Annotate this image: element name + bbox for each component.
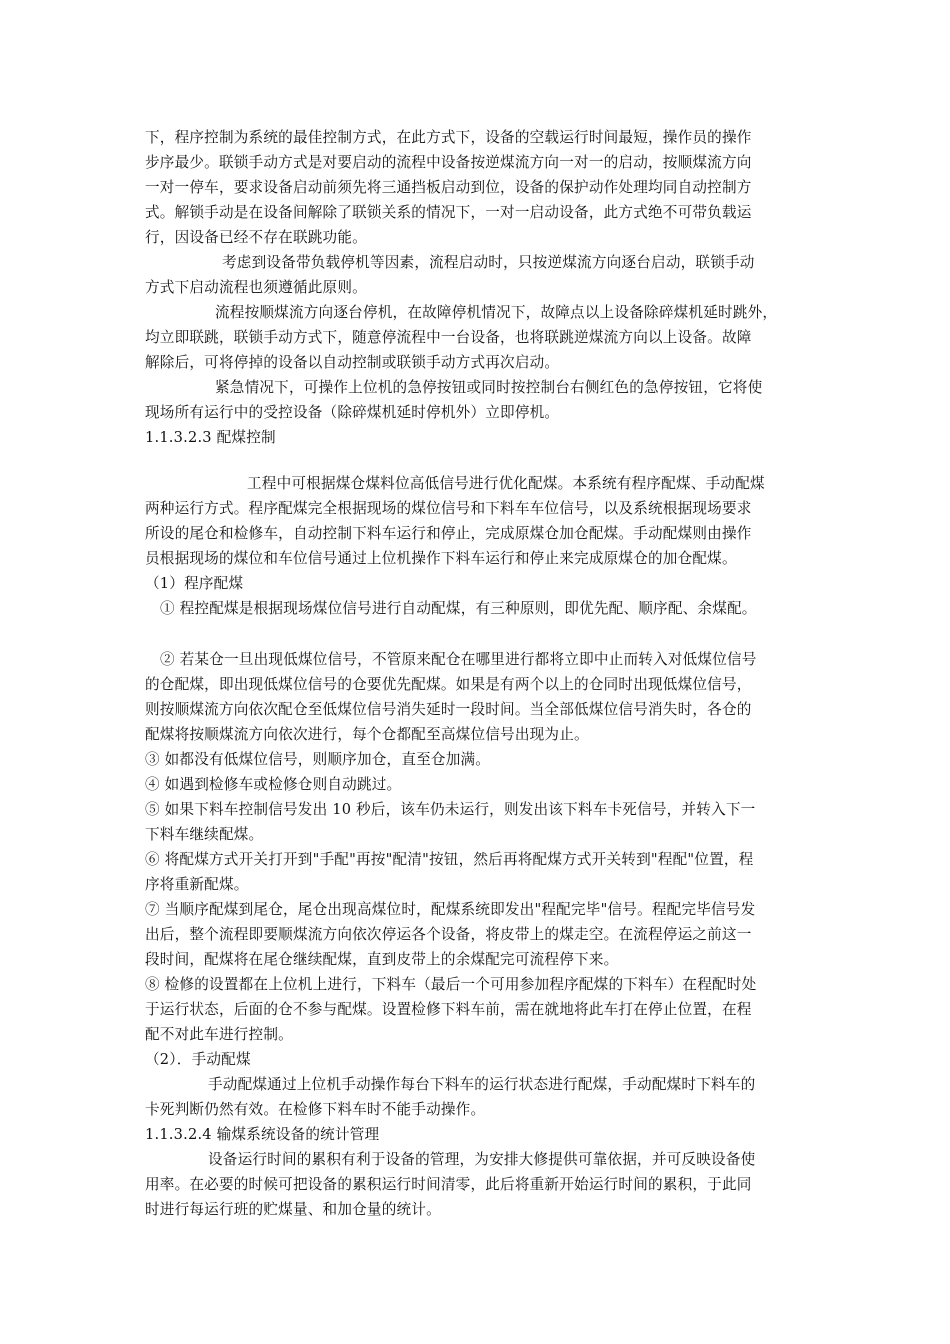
text-line: 方式下启动流程也须遵循此原则。: [145, 279, 367, 296]
text-line: 行，因设备已经不存在联跳功能。: [145, 229, 367, 246]
text-line: 步序最少。联锁手动方式是对要启动的流程中设备按逆煤流方向一对一的启动，按顺煤流方向: [145, 154, 752, 171]
text-line: 工程中可根据煤仓煤料位高低信号进行优化配煤。本系统有程序配煤、手动配煤: [247, 475, 765, 492]
list-item: ① 程控配煤是根据现场煤位信号进行自动配煤，有三种原则，即优先配、顺序配、余煤配。: [160, 600, 757, 617]
text-line: 出后，整个流程即要顺煤流方向依次停运各个设备，将皮带上的煤走空。在流程停运之前这一: [145, 926, 752, 943]
list-item: ④ 如遇到检修车或检修仓则自动跳过。: [145, 776, 402, 793]
text-line: 一对一停车，要求设备启动前须先将三通挡板启动到位，设备的保护动作处理均同自动控制方: [145, 179, 752, 196]
text-line: 序将重新配煤。: [145, 876, 249, 893]
text-line: 两种运行方式。程序配煤完全根据现场的煤位信号和下料车车位信号，以及系统根据现场要求: [145, 500, 752, 517]
text-line: 流程按顺煤流方向逐台停机，在故障停机情况下，故障点以上设备除碎煤机延时跳外，: [215, 304, 778, 321]
text-line: 卡死判断仍然有效。在检修下料车时不能手动操作。: [145, 1101, 486, 1118]
text-line: 段时间，配煤将在尾仓继续配煤，直到皮带上的余煤配完可流程停下来。: [145, 951, 619, 968]
list-item: ③ 如都没有低煤位信号，则顺序加仓，直至仓加满。: [145, 751, 491, 768]
text-line: 的仓配煤，即出现低煤位信号的仓要优先配煤。如果是有两个以上的仓同时出现低煤位信号，: [145, 676, 752, 693]
subsection-heading: （1）程序配煤: [145, 575, 244, 592]
text-line: 均立即联跳，联锁手动方式下，随意停流程中一台设备，也将联跳逆煤流方向以上设备。故障: [145, 329, 752, 346]
list-item: ⑥ 将配煤方式开关打开到"手配"再按"配清"按钮，然后再将配煤方式开关转到"程配"位置，程: [145, 851, 754, 868]
text-line: 于运行状态，后面的仓不参与配煤。设置检修下料车前，需在就地将此车打在停止位置，在程: [145, 1001, 752, 1018]
text-line: 配不对此车进行控制。: [145, 1026, 293, 1043]
section-heading: 1.1.3.2.4 输煤系统设备的统计管理: [145, 1126, 380, 1143]
text-line: 手动配煤通过上位机手动操作每台下料车的运行状态进行配煤，手动配煤时下料车的: [208, 1076, 756, 1093]
text-line: 式。解锁手动是在设备间解除了联锁关系的情况下，一对一启动设备，此方式绝不可带负载运: [145, 204, 752, 221]
text-line: 则按顺煤流方向依次配仓至低煤位信号消失延时一段时间。当全部低煤位信号消失时，各仓的: [145, 701, 752, 718]
list-item: ② 若某仓一旦出现低煤位信号，不管原来配仓在哪里进行都将立即中止而转入对低煤位信号: [160, 651, 757, 668]
list-item: ⑧ 检修的设置都在上位机上进行，下料车（最后一个可用参加程序配煤的下料车）在程配时处: [145, 976, 757, 993]
text-line: 下料车继续配煤。: [145, 826, 264, 843]
text-line: 解除后，可将停掉的设备以自动控制或联锁手动方式再次启动。: [145, 354, 560, 371]
text-line: 员根据现场的煤位和车位信号通过上位机操作下料车运行和停止来完成原煤仓的加仓配煤。: [145, 550, 737, 567]
text-line: 紧急情况下，可操作上位机的急停按钮或同时按控制台右侧红色的急停按钮，它将使: [215, 379, 763, 396]
list-item: ⑦ 当顺序配煤到尾仓，尾仓出现高煤位时，配煤系统即发出"程配完毕"信号。程配完毕信号发: [145, 901, 756, 918]
text-line: 时进行每运行班的贮煤量、和加仓量的统计。: [145, 1201, 441, 1218]
text-line: 设备运行时间的累积有利于设备的管理，为安排大修提供可靠依据，并可反映设备使: [208, 1151, 756, 1168]
subsection-heading: （2）．手动配煤: [145, 1051, 251, 1068]
text-line: 考虑到设备带负载停机等因素，流程启动时，只按逆煤流方向逐台启动，联锁手动: [222, 254, 755, 271]
text-line: 现场所有运行中的受控设备（除碎煤机延时停机外）立即停机。: [145, 404, 560, 421]
text-line: 下，程序控制为系统的最佳控制方式，在此方式下，设备的空载运行时间最短，操作员的操作: [145, 129, 752, 146]
section-heading: 1.1.3.2.3 配煤控制: [145, 429, 276, 446]
text-line: 用率。在必要的时候可把设备的累积运行时间清零，此后将重新开始运行时间的累积，于此同: [145, 1176, 752, 1193]
text-line: 配煤将按顺煤流方向依次进行，每个仓都配至高煤位信号出现为止。: [145, 726, 589, 743]
text-line: 所设的尾仓和检修车，自动控制下料车运行和停止，完成原煤仓加仓配煤。手动配煤则由操作: [145, 525, 752, 542]
list-item: ⑤ 如果下料车控制信号发出 10 秒后，该车仍未运行，则发出该下料车卡死信号，并转入下一: [145, 801, 756, 818]
